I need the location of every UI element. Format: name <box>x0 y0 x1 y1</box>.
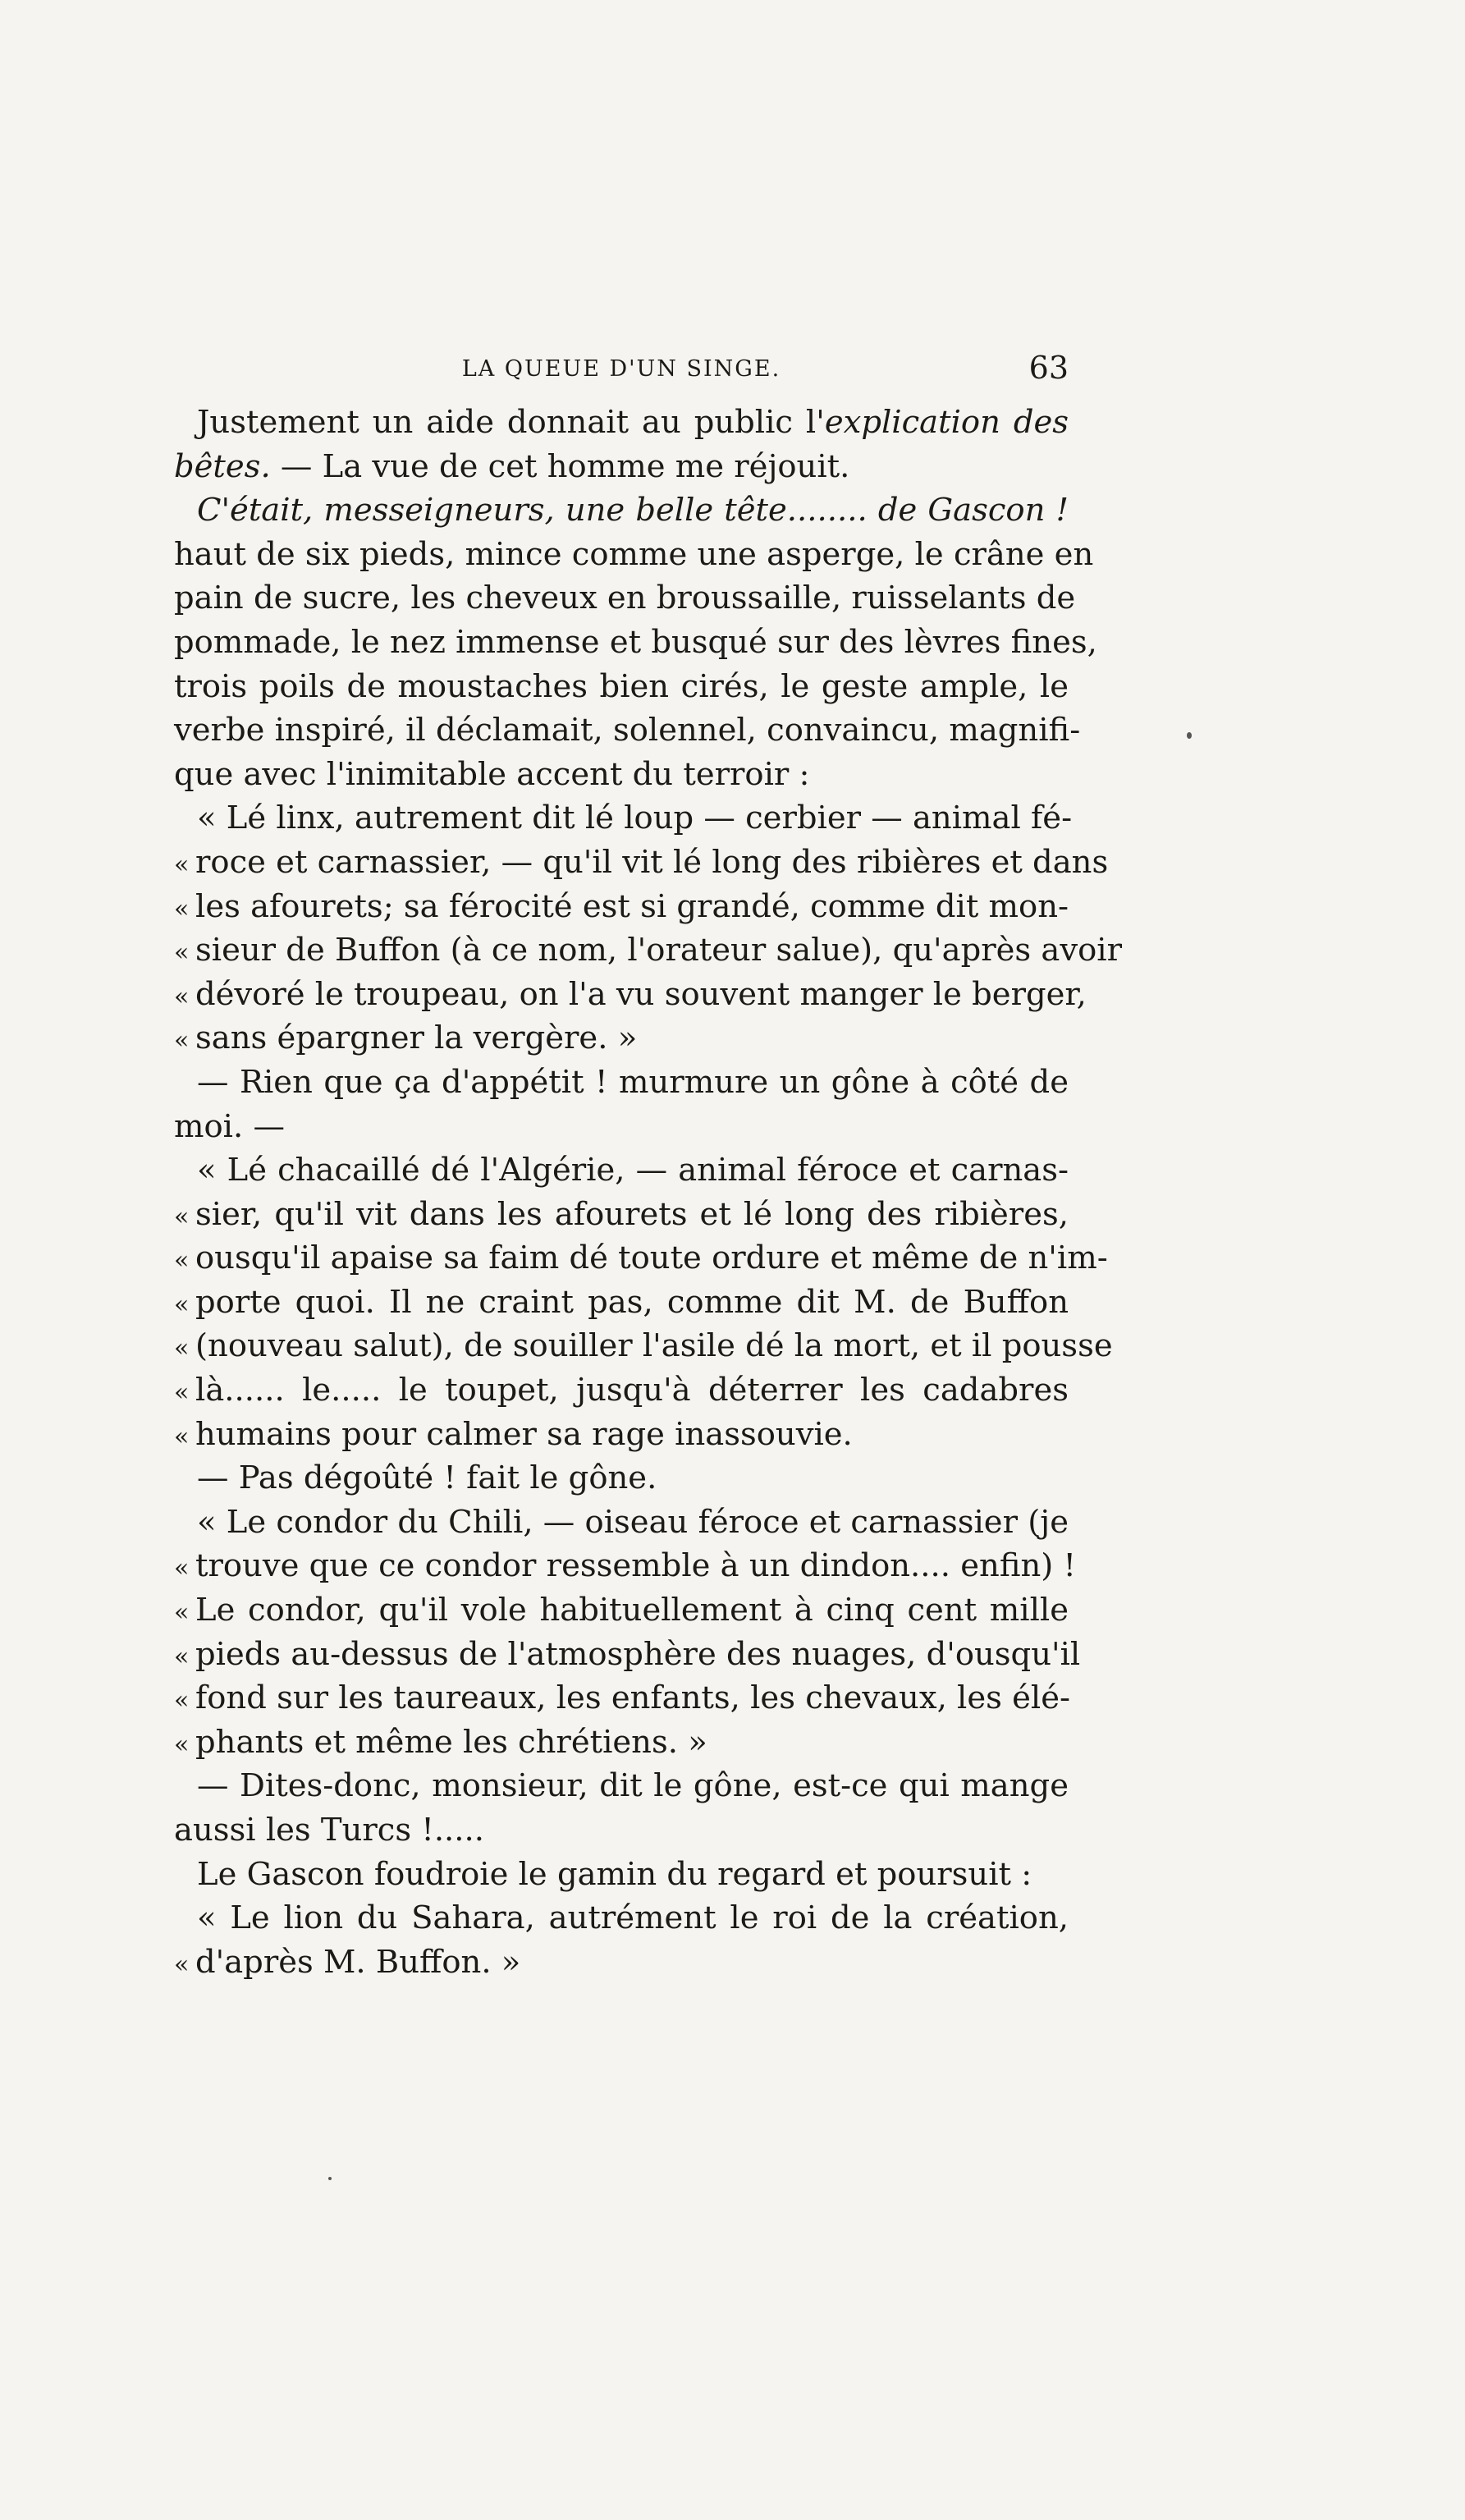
text-line: « Le lion du Sahara, autrément le roi de la création, <box>197 1899 1069 1937</box>
text-line: — Dites-donc, monsieur, dit le gône, est-ce qui mange <box>197 1767 1069 1805</box>
text-line: « porte quoi. Il ne craint pas, comme dit M. de Buffon <box>174 1281 1069 1325</box>
text-line: que avec l'inimitable accent du terroir : <box>174 755 810 793</box>
quote-mark: « <box>174 938 190 968</box>
quote-mark: « <box>174 1642 190 1671</box>
text-line: pommade, le nez immense et busqué sur des lèvres fines, <box>174 623 1097 661</box>
text-line: « (nouveau salut), de souiller l'asile dé la mort, et il pousse <box>174 1324 1069 1368</box>
text-line: « trouve que ce condor ressemble à un dindon.... enfin) ! <box>174 1544 1069 1588</box>
text-line: haut de six pieds, mince comme une asperge, le crâne en <box>174 535 1094 573</box>
text-line: « Le condor du Chili, — oiseau féroce et carnassier (je <box>197 1503 1069 1541</box>
quote-mark: « <box>174 1554 190 1583</box>
quote-mark: « <box>174 1290 190 1319</box>
text-line: « les afourets; sa férocité est si grandé, comme dit mon- <box>174 885 1069 929</box>
text-line: « Lé chacaillé dé l'Algérie, — animal féroce et carnas- <box>197 1152 1069 1189</box>
text-line: — Rien que ça d'appétit ! murmure un gône à côté de <box>197 1063 1069 1101</box>
quote-mark: « <box>174 894 190 923</box>
body-text <box>174 401 1123 1984</box>
quote-mark: « <box>174 1334 190 1363</box>
text-line: C'était, messeigneurs, une belle tête........ de Gascon ! <box>197 492 1069 529</box>
text-line: « sier, qu'il vit dans les afourets et lé long des ribières, <box>174 1193 1069 1237</box>
text-line: « ousqu'il apaise sa faim dé toute ordure et même de n'im- <box>174 1236 1069 1281</box>
quote-mark: « <box>174 850 190 879</box>
text-line: Justement un aide donnait au public l'explication des <box>197 404 1069 441</box>
ink-speck <box>1187 732 1192 739</box>
quote-mark: « <box>174 1686 190 1716</box>
text-line: moi. — <box>174 1107 285 1145</box>
quote-mark: « <box>174 1026 190 1056</box>
text-line: bêtes. — La vue de cet homme me réjouit. <box>174 447 850 485</box>
text-line: aussi les Turcs !..... <box>174 1812 485 1849</box>
text-line: « là...... le..... le toupet, jusqu'à déterrer les cadabres <box>174 1368 1069 1413</box>
text-line: — Pas dégoûté ! fait le gône. <box>197 1459 657 1497</box>
text-line: « sieur de Buffon (à ce nom, l'orateur salue), qu'après avoir <box>174 928 1069 973</box>
text-line: « dévoré le troupeau, on l'a vu souvent manger le berger, <box>174 973 1069 1017</box>
page-number: 63 <box>1028 350 1069 386</box>
text-line: verbe inspiré, il déclamait, solennel, convaincu, magnifi- <box>174 712 1081 749</box>
text-line: « phants et même les chrétiens. » <box>174 1720 1069 1765</box>
text-line: « Le condor, qu'il vole habituellement à cinq cent mille <box>174 1588 1069 1633</box>
quote-mark: « <box>174 1598 190 1628</box>
running-head <box>174 350 1069 391</box>
text-line: « d'après M. Buffon. » <box>174 1940 1069 1985</box>
text-line: « Lé linx, autrement dit lé loup — cerbier — animal fé- <box>197 800 1073 837</box>
text-line: « roce et carnassier, — qu'il vit lé long des ribières et dans <box>174 841 1069 885</box>
text-line: Le Gascon foudroie le gamin du regard et poursuit : <box>197 1855 1032 1893</box>
text-line: trois poils de moustaches bien cirés, le geste ample, le <box>174 667 1069 705</box>
ink-speck <box>328 2177 332 2180</box>
quote-mark: « <box>174 1730 190 1759</box>
text-line: pain de sucre, les cheveux en broussaille, ruisselants de <box>174 580 1076 617</box>
quote-mark: « <box>174 1246 190 1276</box>
quote-mark: « <box>174 1378 190 1408</box>
text-line: « pieds au-dessus de l'atmosphère des nuages, d'ousqu'il <box>174 1633 1069 1677</box>
text-line: « fond sur les taureaux, les enfants, les chevaux, les élé- <box>174 1676 1069 1720</box>
quote-mark: « <box>174 982 190 1011</box>
running-title: LA QUEUE D'UN SINGE. <box>461 356 781 382</box>
quote-mark: « <box>174 1202 190 1231</box>
text-line: « humains pour calmer sa rage inassouvie. <box>174 1413 1069 1457</box>
quote-mark: « <box>174 1950 190 1979</box>
quote-mark: « <box>174 1422 190 1451</box>
text-line: « sans épargner la vergère. » <box>174 1016 1069 1061</box>
